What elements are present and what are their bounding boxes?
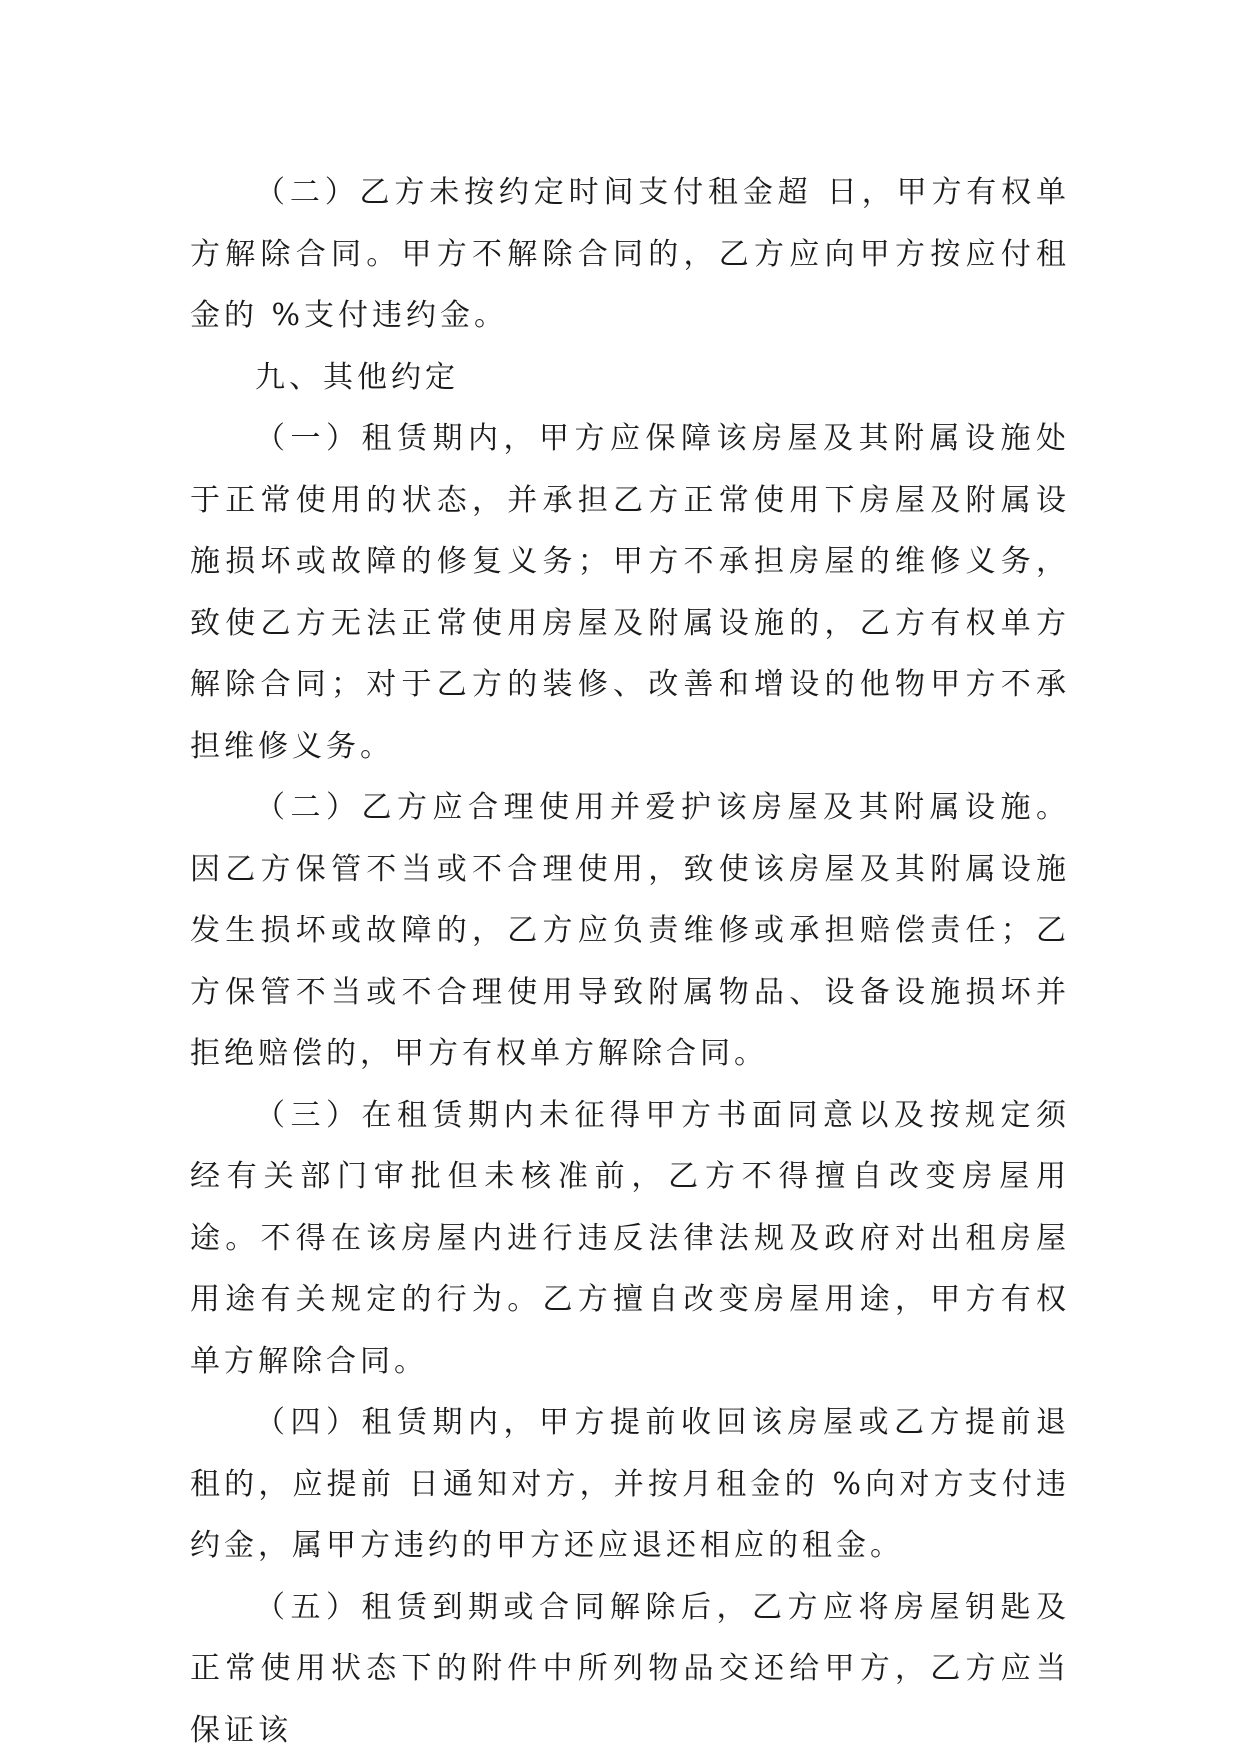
paragraph-maintenance-clause: （一）租赁期内，甲方应保障该房屋及其附属设施处于正常使用的状态，并承担乙方正常使用下房屋及附属设施损坏或故障的修复义务；甲方不承担房屋的维修义务，致使乙方无法正常使用房屋及附属设施的，乙方有权单方解除合同；对于乙方的装修、改善和增设的他物甲方不承担维修义务。 — [190, 408, 1070, 777]
paragraph-late-rent-clause: （二）乙方未按约定时间支付租金超 日，甲方有权单方解除合同。甲方不解除合同的，乙方应向甲方按应付租金的 %支付违约金。 — [190, 162, 1070, 347]
paragraph-change-of-use-clause: （三）在租赁期内未征得甲方书面同意以及按规定须经有关部门审批但未核准前，乙方不得擅自改变房屋用途。不得在该房屋内进行违反法律法规及政府对出租房屋用途有关规定的行为。乙方擅自改变房屋用途，甲方有权单方解除合同。 — [190, 1085, 1070, 1393]
paragraph-early-termination-clause: （四）租赁期内，甲方提前收回该房屋或乙方提前退租的，应提前 日通知对方，并按月租金的 %向对方支付违约金，属甲方违约的甲方还应退还相应的租金。 — [190, 1392, 1070, 1577]
paragraph-return-of-premises-clause: （五）租赁到期或合同解除后，乙方应将房屋钥匙及正常使用状态下的附件中所列物品交还给甲方，乙方应当保证该 — [190, 1577, 1070, 1761]
document-page — [190, 162, 1070, 1761]
section-heading-other-agreements: 九、其他约定 — [190, 347, 1070, 409]
paragraph-proper-use-clause: （二）乙方应合理使用并爱护该房屋及其附属设施。因乙方保管不当或不合理使用，致使该房屋及其附属设施发生损坏或故障的，乙方应负责维修或承担赔偿责任；乙方保管不当或不合理使用导致附属物品、设备设施损坏并拒绝赔偿的，甲方有权单方解除合同。 — [190, 777, 1070, 1085]
